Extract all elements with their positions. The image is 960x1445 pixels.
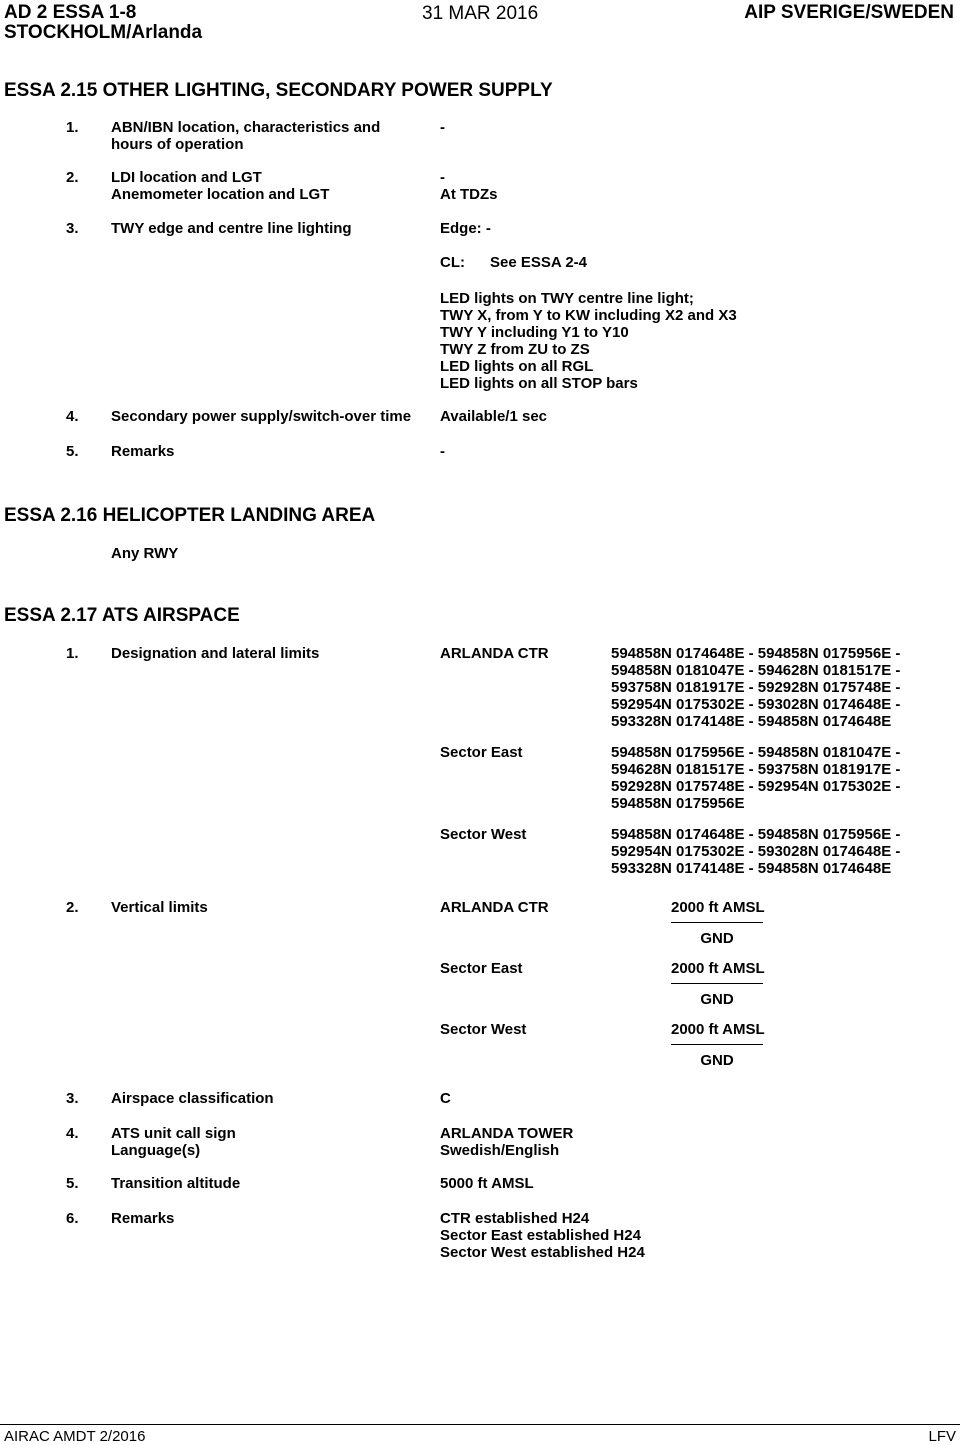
- upper-limit: 2000 ft AMSL: [671, 899, 763, 923]
- footer-publisher: LFV: [928, 1428, 956, 1445]
- vertical-limit: [671, 1021, 763, 1069]
- item-label: Transition altitude: [111, 1175, 241, 1192]
- item-number: 4.: [66, 1125, 79, 1142]
- doc-publisher: AIP SVERIGE/SWEDEN: [744, 2, 954, 23]
- lateral-coordinates: 594858N 0174648E - 594858N 0175956E - 594858N 0181047E - 594628N 0181517E - 593758N 0181917E - 592928N 0175748E - 592954N 0175302E - 593028N 0174648E - 593328N 0174148E - 594858N 0174648E: [611, 645, 901, 730]
- item-number: 1.: [66, 645, 79, 662]
- section-title-2-17: ESSA 2.17 ATS AIRSPACE: [4, 605, 240, 626]
- airspace-name: ARLANDA CTR: [440, 645, 549, 662]
- item-label: Remarks: [111, 1210, 175, 1227]
- lateral-coordinates: 594858N 0174648E - 594858N 0175956E - 592954N 0175302E - 593028N 0174648E - 593328N 0174148E - 594858N 0174648E: [611, 826, 901, 877]
- footer-rule: [0, 1424, 960, 1425]
- item-label: Vertical limits: [111, 899, 208, 916]
- item-number: 3.: [66, 220, 79, 237]
- upper-limit: 2000 ft AMSL: [671, 1021, 763, 1045]
- lower-limit: GND: [700, 991, 734, 1008]
- airspace-name: Sector West: [440, 1021, 527, 1038]
- vertical-limit: [671, 899, 763, 947]
- item-number: 4.: [66, 408, 79, 425]
- doc-id: AD 2 ESSA 1-8: [4, 2, 137, 23]
- lower-limit: GND: [700, 1052, 734, 1069]
- twy-cl-label: CL:: [440, 254, 465, 271]
- item-value: CTR established H24 Sector East established H24 Sector West established H24: [440, 1210, 645, 1261]
- airspace-name: Sector East: [440, 960, 523, 977]
- lateral-coordinates: 594858N 0175956E - 594858N 0181047E - 594628N 0181517E - 593758N 0181917E - 592928N 0175748E - 592954N 0175302E - 594858N 0175956E: [611, 744, 901, 812]
- item-number: 5.: [66, 1175, 79, 1192]
- item-label: ATS unit call sign Language(s): [111, 1125, 236, 1159]
- item-label: Designation and lateral limits: [111, 645, 320, 662]
- item-label: TWY edge and centre line lighting: [111, 220, 352, 237]
- airspace-name: ARLANDA CTR: [440, 899, 549, 916]
- item-label: ABN/IBN location, characteristics and hours of operation: [111, 119, 381, 153]
- item-value: C: [440, 1090, 451, 1107]
- footer-amendment: AIRAC AMDT 2/2016: [4, 1428, 146, 1445]
- twy-edge-value: Edge: -: [440, 220, 491, 237]
- item-value: -: [440, 119, 445, 136]
- item-value: ARLANDA TOWER Swedish/English: [440, 1125, 574, 1159]
- item-value: -: [440, 443, 445, 460]
- item-number: 5.: [66, 443, 79, 460]
- doc-location: STOCKHOLM/Arlanda: [4, 22, 203, 43]
- item-number: 3.: [66, 1090, 79, 1107]
- item-label: Secondary power supply/switch-over time: [111, 408, 412, 425]
- item-number: 2.: [66, 169, 79, 186]
- item-number: 1.: [66, 119, 79, 136]
- helicopter-area-text: Any RWY: [111, 545, 179, 562]
- upper-limit: 2000 ft AMSL: [671, 960, 763, 984]
- twy-cl-value: See ESSA 2-4: [490, 254, 587, 271]
- item-label: Remarks: [111, 443, 175, 460]
- item-number: 2.: [66, 899, 79, 916]
- item-number: 6.: [66, 1210, 79, 1227]
- airspace-name: Sector East: [440, 744, 523, 761]
- led-lights-list: LED lights on TWY centre line light; TWY X, from Y to KW including X2 and X3 TWY Y including Y1 to Y10 TWY Z from ZU to ZS LED lights on all RGL LED lights on all STOP bars: [440, 290, 737, 392]
- section-title-2-16: ESSA 2.16 HELICOPTER LANDING AREA: [4, 505, 376, 526]
- lower-limit: GND: [700, 930, 734, 947]
- item-label: Airspace classification: [111, 1090, 274, 1107]
- vertical-limit: [671, 960, 763, 1008]
- item-label: LDI location and LGT Anemometer location and LGT: [111, 169, 330, 203]
- item-value: 5000 ft AMSL: [440, 1175, 534, 1192]
- item-value: Available/1 sec: [440, 408, 548, 425]
- doc-date: 31 MAR 2016: [422, 3, 539, 24]
- item-value: - At TDZs: [440, 169, 498, 203]
- section-title-2-15: ESSA 2.15 OTHER LIGHTING, SECONDARY POWER SUPPLY: [4, 80, 553, 101]
- airspace-name: Sector West: [440, 826, 527, 843]
